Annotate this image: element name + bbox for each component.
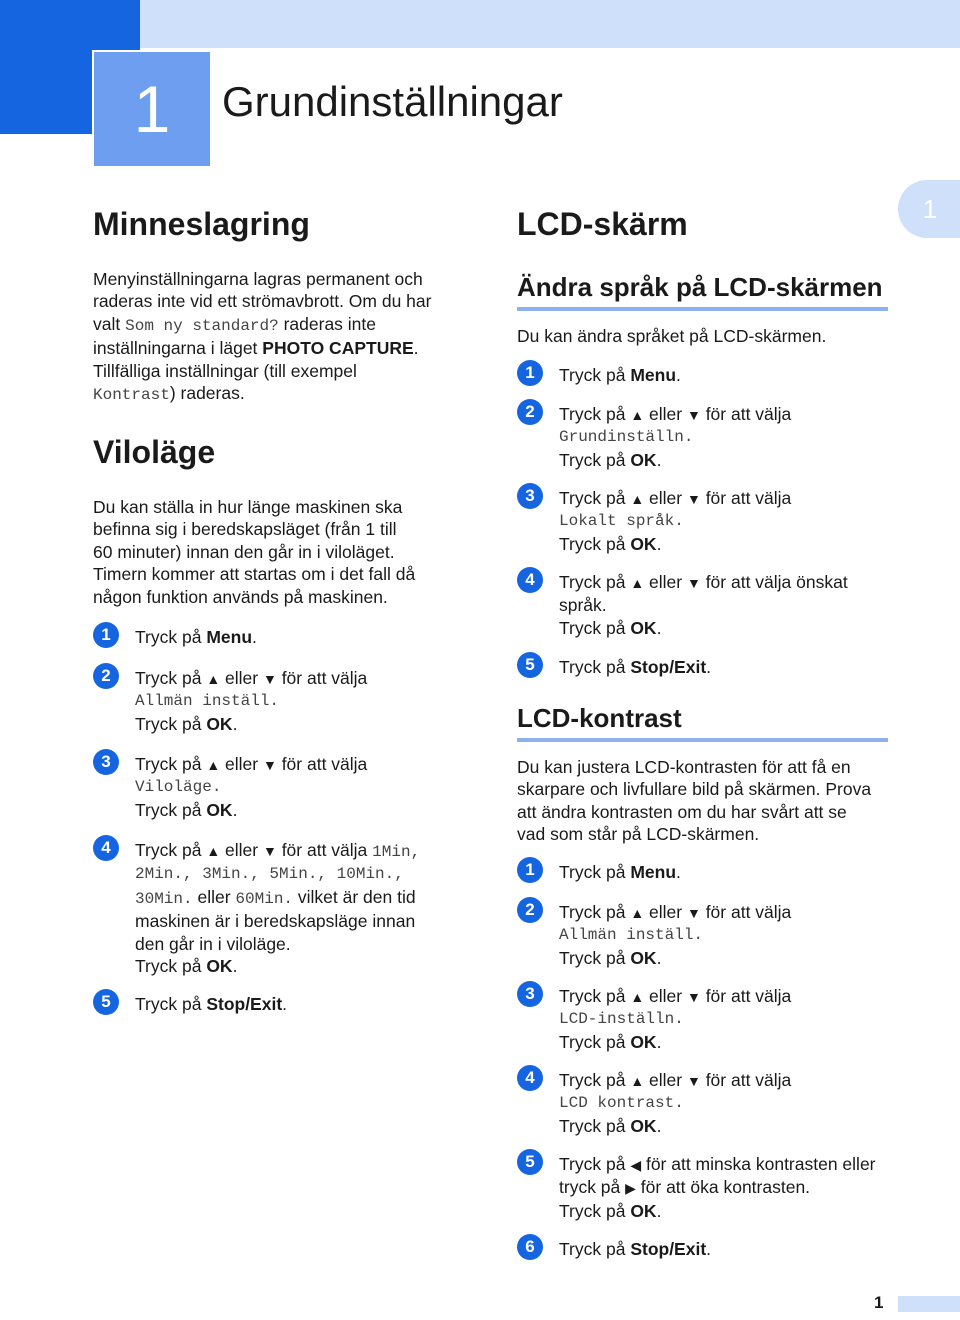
left-arrow-icon: ◀ — [630, 1157, 642, 1173]
step-number-badge: 4 — [517, 1065, 543, 1091]
down-arrow-icon: ▼ — [262, 671, 277, 687]
footer-bar — [898, 1296, 960, 1312]
heading-underline — [517, 307, 888, 311]
sleep-line: Du kan ställa in hur länge maskinen ska — [93, 497, 403, 517]
memory-line: raderas inte vid ett strömavbrott. Om du har — [93, 291, 432, 312]
up-arrow-icon: ▲ — [630, 575, 645, 591]
step-number-badge: 5 — [517, 652, 543, 678]
step-number-badge: 3 — [517, 483, 543, 509]
up-arrow-icon: ▲ — [630, 407, 645, 423]
header-band — [140, 0, 960, 48]
memory-line: Menyinställningarna lagras permanent och — [93, 269, 423, 289]
up-arrow-icon: ▲ — [630, 1073, 645, 1089]
step-number-badge: 6 — [517, 1234, 543, 1260]
up-arrow-icon: ▲ — [630, 905, 645, 921]
sleep-line: någon funktion används på maskinen. — [93, 586, 388, 607]
step-number-badge: 4 — [93, 835, 119, 861]
down-arrow-icon: ▼ — [686, 905, 701, 921]
contrast-line: vad som står på LCD-skärmen. — [517, 824, 760, 845]
memory-heading: Minneslagring — [93, 206, 310, 242]
sleep-heading: Viloläge — [93, 434, 216, 470]
step-number-badge: 5 — [517, 1149, 543, 1175]
down-arrow-icon: ▼ — [262, 843, 277, 859]
up-arrow-icon: ▲ — [206, 671, 221, 687]
step-number-badge: 1 — [517, 857, 543, 883]
sleep-line: befinna sig i beredskapsläget (från 1 till — [93, 519, 397, 540]
step-number-badge: 2 — [93, 663, 119, 689]
step-number-badge: 2 — [517, 399, 543, 425]
sleep-line: 60 minuter) innan den går in i viloläget. — [93, 541, 395, 562]
heading-underline — [517, 738, 888, 742]
chapter-number-box — [92, 50, 212, 168]
step-number-badge: 3 — [517, 981, 543, 1007]
sleep-paragraph — [93, 496, 473, 608]
lcd-language-heading: Ändra språk på LCD-skärmen — [517, 272, 883, 302]
step-number-badge: 1 — [93, 622, 119, 648]
down-arrow-icon: ▼ — [686, 575, 701, 591]
chapter-number: 1 — [133, 72, 171, 146]
sleep-line: Timern kommer att startas om i det fall då — [93, 564, 416, 585]
right-arrow-icon: ▶ — [625, 1180, 636, 1197]
chapter-title: Grundinställningar — [222, 78, 563, 125]
down-arrow-icon: ▼ — [262, 757, 277, 773]
memory-line: Tillfälliga inställningar (till exempel — [93, 360, 357, 381]
step-number-badge: 2 — [517, 897, 543, 923]
page-number: 1 — [874, 1293, 884, 1312]
step-number-badge: 1 — [517, 360, 543, 386]
lcd-language-intro: Du kan ändra språket på LCD-skärmen. — [517, 326, 827, 346]
memory-line: Kontrast) raderas. — [93, 383, 245, 405]
chapter-side-tab — [898, 180, 960, 238]
memory-line: valt Som ny standard? raderas inte — [93, 313, 377, 335]
up-arrow-icon: ▲ — [630, 989, 645, 1005]
up-arrow-icon: ▲ — [630, 491, 645, 507]
step-number-badge: 4 — [517, 567, 543, 593]
up-arrow-icon: ▲ — [206, 757, 221, 773]
memory-paragraph — [93, 268, 473, 406]
step-number-badge: 5 — [93, 989, 119, 1015]
lcd-contrast-heading: LCD-kontrast — [517, 703, 682, 733]
memory-line: inställningarna i läget PHOTO CAPTURE. — [93, 338, 419, 359]
lcd-contrast-paragraph — [517, 756, 892, 846]
contrast-line: att ändra kontrasten om du har svårt att se — [517, 801, 847, 822]
down-arrow-icon: ▼ — [686, 1073, 701, 1089]
contrast-line: Du kan justera LCD-kontrasten för att få en — [517, 757, 851, 777]
down-arrow-icon: ▼ — [686, 989, 701, 1005]
lcd-heading: LCD-skärm — [517, 206, 688, 242]
chapter-side-tab-label: 1 — [922, 193, 938, 224]
up-arrow-icon: ▲ — [206, 843, 221, 859]
down-arrow-icon: ▼ — [686, 407, 701, 423]
contrast-line: skarpare och livfullare bild på skärmen. Prova — [517, 779, 872, 800]
down-arrow-icon: ▼ — [686, 491, 701, 507]
step-number-badge: 3 — [93, 749, 119, 775]
